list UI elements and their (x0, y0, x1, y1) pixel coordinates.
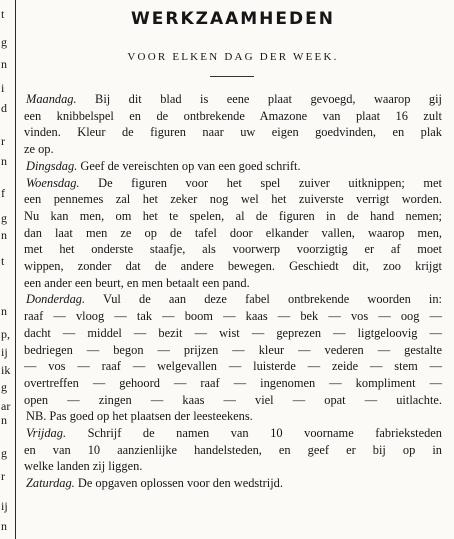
gutter-letter: g (1, 446, 7, 460)
text-line: een ander een beurt, en men betaalt een pand. (24, 275, 250, 290)
gutter-letter: d (1, 101, 7, 115)
section-vrijdag (24, 425, 442, 475)
text-line: bedriegen — begon — prijzen — kleur — vederen — gestalte (24, 342, 442, 357)
line-text: Schrijf de namen van 10 voorname fabrieksteden (66, 426, 442, 441)
gutter-letter: g (1, 35, 7, 49)
text-line: ze op. (24, 142, 54, 157)
title-divider (210, 76, 254, 77)
document-body (24, 91, 442, 492)
line-text: De opgaven oplossen voor den wedstrijd. (74, 476, 283, 491)
day-label: Maandag. (26, 92, 77, 106)
text-line: vinden. Kleur de figuren naar uw eigen goedvinden, en plak (24, 125, 442, 140)
line-text: Bij dit blad is eene plaat gevoegd, waarop gij (76, 92, 442, 106)
day-label: Vrijdag. (26, 426, 67, 441)
text-line: met het onderste staafje, als voorwerp voorzigtig er af moet (24, 242, 442, 257)
text-line: een pennemes zal het zeker nog wel het zuiverste verrigt worden. (24, 192, 442, 207)
line-text: De figuren voor het spel zuiver uitknippen; met (79, 175, 442, 190)
gutter-letter: g (1, 380, 7, 394)
left-margin-gutter (0, 0, 12, 539)
nota-bene-line: NB. Pas goed op het plaatsen der leesteekens. (26, 409, 253, 424)
text-line: welke landen zij liggen. (24, 459, 143, 474)
text-line: raaf — vloog — tak — boom — kaas — bek — vos — oog — (24, 309, 442, 324)
day-label: Zaturdag. (26, 476, 75, 491)
text-line: Nu kan men, om het te spelen, al de figuren in de hand nemen; (24, 208, 442, 223)
gutter-letter: f (1, 186, 5, 200)
gutter-letter: n (1, 304, 7, 318)
line-text: Geef de vereischten op van een goed schrift. (77, 158, 301, 173)
text-line: en van 10 aanzienlijke handelsteden, en geef er bij op in (24, 442, 442, 457)
gutter-letter: n (1, 519, 7, 533)
text-line (24, 175, 442, 192)
gutter-letter: p, (1, 327, 10, 341)
line-text: Vul de aan deze fabel ontbrekende woorden in: (85, 292, 442, 307)
section-donderdag (24, 291, 442, 408)
gutter-letter: i (1, 81, 5, 95)
gutter-letter: n (1, 154, 7, 168)
text-line (24, 425, 442, 442)
text-line: — vos — raaf — welgevallen — luisterde — zeide — stem — (24, 359, 442, 374)
text-line (24, 158, 442, 175)
gutter-letter: r (1, 469, 5, 483)
text-line (24, 475, 442, 492)
gutter-letter: t (1, 254, 5, 268)
day-label: Donderdag. (26, 292, 86, 307)
text-line (24, 91, 442, 108)
text-line (24, 291, 442, 308)
gutter-letter: ij (1, 345, 8, 359)
section-nb (24, 408, 442, 425)
text-line: open — zingen — kaas — viel — opat — uitlachte. (24, 392, 442, 407)
day-label: Dingsdag. (26, 158, 78, 173)
text-line: wippen, zonder dat de andere bewegen. Geschiedt dit, zoo krijgt (24, 259, 442, 274)
gutter-letter: ij (1, 499, 8, 513)
gutter-letter: ik (1, 363, 11, 377)
section-maandag (24, 91, 442, 158)
gutter-letter: g (1, 211, 7, 225)
text-line: dan laat men ze op de tafel door elkander vallen, waarop men, (24, 225, 442, 240)
document-page (24, 0, 442, 539)
section-woensdag (24, 175, 442, 292)
gutter-letter: r (1, 134, 5, 148)
gutter-letter: n (1, 413, 7, 427)
page-title: WERKZAAMHEDEN (131, 9, 335, 29)
section-zaturdag (24, 475, 442, 492)
gutter-letter: n (1, 57, 7, 71)
gutter-letter: n (1, 228, 7, 242)
text-line: overtreffen — gehoord — raaf — ingenomen — kompliment — (24, 375, 442, 390)
column-divider (15, 0, 16, 539)
page-subtitle: VOOR ELKEN DAG DER WEEK. (127, 51, 339, 63)
text-line: een knibbelspel en de ontbrekende Amazone van plaat 16 zult (24, 108, 442, 123)
gutter-letter: ar (1, 399, 11, 413)
day-label: Woensdag. (26, 175, 80, 190)
section-dingsdag (24, 158, 442, 175)
gutter-letter: t (1, 7, 5, 21)
text-line: dacht — middel — bezit — wist — geprezen — ligtgeloovig — (24, 325, 442, 340)
